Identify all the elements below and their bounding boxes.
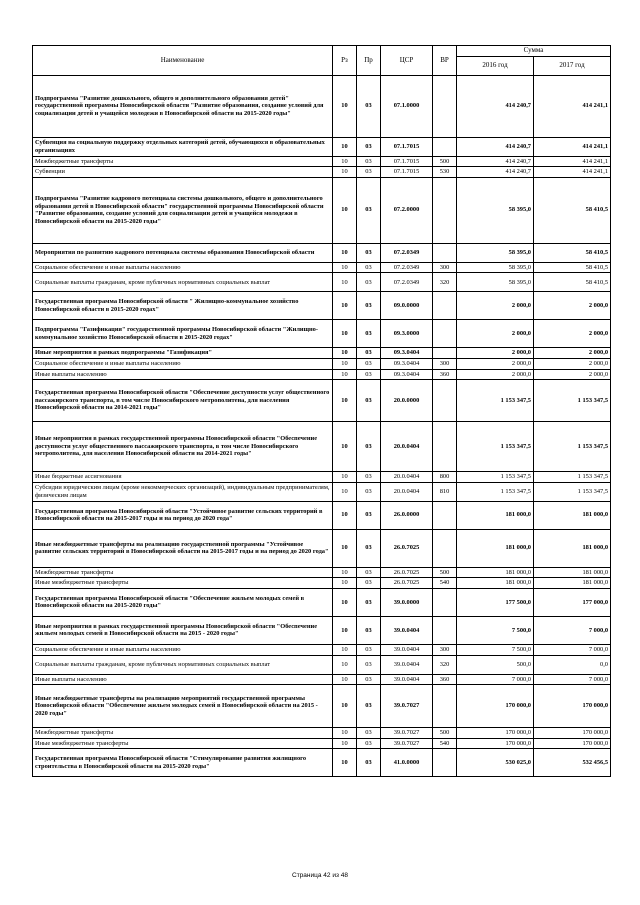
row-name: Государственная программа Новосибирской области " Жилищно-коммунальное хозяйство Новосибирской области в 2015-2020 годах"	[33, 292, 333, 320]
row-vr	[433, 348, 457, 359]
row-csr: 26.0.7025	[381, 578, 433, 589]
row-name: Иные выплаты населению	[33, 674, 333, 685]
row-amount-2017: 1 153 347,5	[534, 482, 611, 501]
row-vr: 540	[433, 578, 457, 589]
row-csr: 26.0.7025	[381, 567, 433, 578]
row-vr: 360	[433, 369, 457, 380]
row-amount-2016: 2 000,0	[457, 348, 534, 359]
row-csr: 39.0.7027	[381, 738, 433, 749]
header-csr: ЦСР	[381, 46, 433, 76]
row-vr: 800	[433, 472, 457, 483]
row-rz: 10	[333, 292, 357, 320]
row-vr	[433, 588, 457, 616]
row-amount-2016: 181 000,0	[457, 501, 534, 529]
row-pr: 03	[357, 422, 381, 472]
row-name: Иные мероприятия в рамках государственной программы Новосибирской области "Обеспечение доступности услуг общественного пассажирского транспорта, в том числе Новосибирского метрополитена, для населения Новосибирской области на 2014-2021 годы"	[33, 422, 333, 472]
row-pr: 03	[357, 482, 381, 501]
row-rz: 10	[333, 177, 357, 243]
row-pr: 03	[357, 156, 381, 167]
row-rz: 10	[333, 472, 357, 483]
row-pr: 03	[357, 529, 381, 567]
row-name: Государственная программа Новосибирской области "Устойчивое развитие сельских территорий в Новосибирской области на 2015-2017 годы и на период до 2020 года"	[33, 501, 333, 529]
row-rz: 10	[333, 243, 357, 262]
table-row	[33, 728, 611, 739]
row-amount-2017: 1 153 347,5	[534, 422, 611, 472]
table-row	[33, 380, 611, 422]
table-row	[33, 644, 611, 655]
row-csr: 20.0.0000	[381, 380, 433, 422]
row-rz: 10	[333, 482, 357, 501]
row-pr: 03	[357, 616, 381, 644]
header-rz: Рз	[333, 46, 357, 76]
row-csr: 07.2.0349	[381, 262, 433, 273]
row-amount-2017: 177 000,0	[534, 588, 611, 616]
row-amount-2016: 1 153 347,5	[457, 380, 534, 422]
row-csr: 26.0.7025	[381, 529, 433, 567]
row-vr	[433, 243, 457, 262]
row-pr: 03	[357, 369, 381, 380]
row-name: Иные межбюджетные трансферты на реализацию государственной программы "Устойчивое развитие сельских территорий в Новосибирской области на 2015-2017 годы и на период до 2020 года"	[33, 529, 333, 567]
row-rz: 10	[333, 320, 357, 348]
table-row	[33, 588, 611, 616]
row-vr	[433, 529, 457, 567]
row-pr: 03	[357, 167, 381, 178]
row-csr: 20.0.0404	[381, 422, 433, 472]
row-vr	[433, 685, 457, 728]
row-csr: 26.0.0000	[381, 501, 433, 529]
table-row	[33, 358, 611, 369]
row-rz: 10	[333, 655, 357, 674]
row-vr: 500	[433, 156, 457, 167]
row-amount-2017: 170 000,0	[534, 685, 611, 728]
table-row	[33, 616, 611, 644]
row-csr: 09.3.0404	[381, 369, 433, 380]
row-vr: 530	[433, 167, 457, 178]
table-body	[33, 75, 611, 777]
row-name: Иные межбюджетные трансферты	[33, 578, 333, 589]
row-rz: 10	[333, 262, 357, 273]
table-row	[33, 273, 611, 292]
row-rz: 10	[333, 588, 357, 616]
header-2016: 2016 год	[457, 56, 534, 75]
row-vr	[433, 501, 457, 529]
table-row	[33, 369, 611, 380]
row-rz: 10	[333, 616, 357, 644]
row-amount-2016: 2 000,0	[457, 292, 534, 320]
row-name: Межбюджетные трансферты	[33, 156, 333, 167]
row-name: Иные мероприятия в рамках государственной программы Новосибирской области "Обеспечение жильем молодых семей в Новосибирской области на 2015 - 2020 годы"	[33, 616, 333, 644]
table-row	[33, 482, 611, 501]
row-csr: 39.0.0404	[381, 655, 433, 674]
row-amount-2017: 58 410,5	[534, 177, 611, 243]
row-csr: 20.0.0404	[381, 472, 433, 483]
row-amount-2016: 414 240,7	[457, 75, 534, 137]
row-vr: 300	[433, 262, 457, 273]
table-row	[33, 137, 611, 156]
row-csr: 09.3.0000	[381, 320, 433, 348]
row-amount-2016: 7 500,0	[457, 616, 534, 644]
row-amount-2017: 1 153 347,5	[534, 472, 611, 483]
row-rz: 10	[333, 529, 357, 567]
row-name: Мероприятия по развитию кадрового потенциала системы образования Новосибирской области	[33, 243, 333, 262]
row-csr: 39.0.7027	[381, 685, 433, 728]
header-2017: 2017 год	[534, 56, 611, 75]
row-amount-2017: 414 241,1	[534, 75, 611, 137]
row-name: Иные выплаты населению	[33, 369, 333, 380]
row-vr	[433, 422, 457, 472]
row-name: Иные бюджетные ассигнования	[33, 472, 333, 483]
row-pr: 03	[357, 75, 381, 137]
table-row	[33, 655, 611, 674]
row-amount-2016: 414 240,7	[457, 137, 534, 156]
row-vr	[433, 292, 457, 320]
header-vr: ВР	[433, 46, 457, 76]
row-rz: 10	[333, 422, 357, 472]
row-amount-2017: 1 153 347,5	[534, 380, 611, 422]
row-amount-2016: 170 000,0	[457, 738, 534, 749]
row-rz: 10	[333, 273, 357, 292]
row-rz: 10	[333, 348, 357, 359]
row-amount-2017: 2 000,0	[534, 348, 611, 359]
row-pr: 03	[357, 262, 381, 273]
row-pr: 03	[357, 358, 381, 369]
row-pr: 03	[357, 320, 381, 348]
row-amount-2016: 58 395,0	[457, 273, 534, 292]
row-pr: 03	[357, 738, 381, 749]
row-rz: 10	[333, 369, 357, 380]
budget-sheet	[32, 45, 610, 777]
row-amount-2017: 532 456,5	[534, 749, 611, 777]
row-vr	[433, 177, 457, 243]
row-pr: 03	[357, 273, 381, 292]
row-name: Иные мероприятия в рамках подпрограммы "Газификация"	[33, 348, 333, 359]
row-vr	[433, 75, 457, 137]
row-vr	[433, 320, 457, 348]
row-vr	[433, 616, 457, 644]
table-row	[33, 177, 611, 243]
budget-table	[32, 45, 611, 777]
header-pr: Пр	[357, 46, 381, 76]
row-name: Государственная программа Новосибирской области "Стимулирование развития жилищного строительства в Новосибирской области на 2015-2020 годы"	[33, 749, 333, 777]
row-rz: 10	[333, 358, 357, 369]
row-name: Субвенция на социальную поддержку отдельных категорий детей, обучающихся в образовательных организациях	[33, 137, 333, 156]
table-row	[33, 348, 611, 359]
row-name: Субсидии юридическим лицам (кроме некоммерческих организаций), индивидуальным предпринимателям, физическим лицам	[33, 482, 333, 501]
row-rz: 10	[333, 644, 357, 655]
row-vr	[433, 749, 457, 777]
row-amount-2016: 170 000,0	[457, 685, 534, 728]
row-amount-2017: 170 000,0	[534, 738, 611, 749]
row-rz: 10	[333, 674, 357, 685]
row-rz: 10	[333, 749, 357, 777]
row-rz: 10	[333, 156, 357, 167]
row-amount-2017: 58 410,5	[534, 243, 611, 262]
row-pr: 03	[357, 292, 381, 320]
row-name: Социальное обеспечение и иные выплаты населению	[33, 262, 333, 273]
table-row	[33, 156, 611, 167]
row-name: Социальные выплаты гражданам, кроме публичных нормативных социальных выплат	[33, 655, 333, 674]
row-name: Межбюджетные трансферты	[33, 728, 333, 739]
row-amount-2016: 414 240,7	[457, 156, 534, 167]
row-amount-2016: 2 000,0	[457, 369, 534, 380]
row-amount-2017: 181 000,0	[534, 501, 611, 529]
row-amount-2016: 2 000,0	[457, 320, 534, 348]
header-sum: Сумма	[457, 46, 611, 57]
page-footer: Страница 42 из 48	[292, 872, 348, 879]
table-row	[33, 578, 611, 589]
row-rz: 10	[333, 380, 357, 422]
row-amount-2017: 181 000,0	[534, 578, 611, 589]
table-row	[33, 567, 611, 578]
row-name: Подпрограмма "Развитие кадрового потенциала системы дошкольного, общего и дополнительного образования детей в Новосибирской области" государственной программы Новосибирской области "Развитие образования, создание условий для социализации детей и учащейся молодежи в Новосибирской области на 2015-2020 годы"	[33, 177, 333, 243]
row-amount-2017: 0,0	[534, 655, 611, 674]
row-pr: 03	[357, 685, 381, 728]
row-amount-2017: 2 000,0	[534, 292, 611, 320]
row-csr: 07.2.0349	[381, 273, 433, 292]
row-amount-2016: 181 000,0	[457, 567, 534, 578]
row-vr: 500	[433, 567, 457, 578]
row-amount-2017: 181 000,0	[534, 529, 611, 567]
row-rz: 10	[333, 567, 357, 578]
row-csr: 07.1.0000	[381, 75, 433, 137]
row-name: Межбюджетные трансферты	[33, 567, 333, 578]
row-vr	[433, 137, 457, 156]
table-row	[33, 501, 611, 529]
row-vr	[433, 380, 457, 422]
row-name: Социальные выплаты гражданам, кроме публичных нормативных социальных выплат	[33, 273, 333, 292]
row-amount-2017: 7 000,0	[534, 674, 611, 685]
row-amount-2016: 1 153 347,5	[457, 472, 534, 483]
row-amount-2017: 414 241,1	[534, 156, 611, 167]
row-amount-2016: 181 000,0	[457, 529, 534, 567]
table-row	[33, 262, 611, 273]
row-vr: 320	[433, 273, 457, 292]
row-name: Государственная программа Новосибирской области "Обеспечение жильем молодых семей в Новосибирской области на 2015-2020 годы"	[33, 588, 333, 616]
row-amount-2016: 170 000,0	[457, 728, 534, 739]
row-name: Субвенции	[33, 167, 333, 178]
row-pr: 03	[357, 348, 381, 359]
row-amount-2016: 1 153 347,5	[457, 482, 534, 501]
table-row	[33, 529, 611, 567]
row-pr: 03	[357, 501, 381, 529]
row-rz: 10	[333, 501, 357, 529]
row-pr: 03	[357, 177, 381, 243]
row-pr: 03	[357, 588, 381, 616]
row-amount-2017: 7 000,0	[534, 644, 611, 655]
row-amount-2017: 414 241,1	[534, 137, 611, 156]
row-amount-2016: 2 000,0	[457, 358, 534, 369]
row-csr: 39.0.0000	[381, 588, 433, 616]
row-vr: 320	[433, 655, 457, 674]
row-csr: 07.1.7015	[381, 156, 433, 167]
row-amount-2017: 414 241,1	[534, 167, 611, 178]
row-rz: 10	[333, 137, 357, 156]
row-rz: 10	[333, 685, 357, 728]
row-amount-2016: 500,0	[457, 655, 534, 674]
row-rz: 10	[333, 578, 357, 589]
row-amount-2017: 2 000,0	[534, 358, 611, 369]
row-name: Иные межбюджетные трансферты	[33, 738, 333, 749]
row-amount-2017: 7 000,0	[534, 616, 611, 644]
row-rz: 10	[333, 167, 357, 178]
table-row	[33, 75, 611, 137]
row-csr: 39.0.0404	[381, 616, 433, 644]
row-vr: 540	[433, 738, 457, 749]
row-name: Государственная программа Новосибирской области "Обеспечение доступности услуг общественного пассажирского транспорта, в том числе Новосибирского метрополитена, для населения Новосибирской области на 2014-2021 годы"	[33, 380, 333, 422]
row-csr: 20.0.0404	[381, 482, 433, 501]
row-amount-2016: 177 500,0	[457, 588, 534, 616]
row-amount-2016: 58 395,0	[457, 243, 534, 262]
row-csr: 41.0.0000	[381, 749, 433, 777]
row-amount-2016: 58 395,0	[457, 262, 534, 273]
row-csr: 07.1.7015	[381, 167, 433, 178]
row-pr: 03	[357, 644, 381, 655]
row-rz: 10	[333, 738, 357, 749]
row-pr: 03	[357, 472, 381, 483]
row-csr: 09.3.0404	[381, 348, 433, 359]
row-name: Социальное обеспечение и иные выплаты населению	[33, 644, 333, 655]
row-pr: 03	[357, 567, 381, 578]
table-row	[33, 320, 611, 348]
table-header	[33, 46, 611, 76]
row-amount-2016: 7 000,0	[457, 674, 534, 685]
row-name: Иные межбюджетные трансферты на реализацию мероприятий государственной программы Новосибирской области "Обеспечение жильем молодых семей в Новосибирской области на 2015 - 2020 годы"	[33, 685, 333, 728]
row-amount-2017: 181 000,0	[534, 567, 611, 578]
row-pr: 03	[357, 674, 381, 685]
row-csr: 09.0.0000	[381, 292, 433, 320]
row-pr: 03	[357, 749, 381, 777]
row-csr: 07.1.7015	[381, 137, 433, 156]
row-amount-2016: 58 395,0	[457, 177, 534, 243]
row-rz: 10	[333, 75, 357, 137]
row-csr: 09.3.0404	[381, 358, 433, 369]
row-amount-2017: 58 410,5	[534, 273, 611, 292]
row-pr: 03	[357, 380, 381, 422]
row-amount-2016: 181 000,0	[457, 578, 534, 589]
row-vr: 500	[433, 728, 457, 739]
row-amount-2016: 7 500,0	[457, 644, 534, 655]
table-row	[33, 422, 611, 472]
row-name: Подпрограмма "Газификация" государственной программы Новосибирской области "Жилищно-коммунальное хозяйство Новосибирской области в 2015-2020 годах"	[33, 320, 333, 348]
row-pr: 03	[357, 578, 381, 589]
row-name: Подпрограмма "Развитие дошкольного, общего и дополнительного образования детей" государственной программы Новосибирской области "Развитие образования, создание условий для социализации детей и учащейся молодежи в Новосибирской области на 2015-2020 годы"	[33, 75, 333, 137]
row-pr: 03	[357, 728, 381, 739]
header-name: Наименование	[33, 46, 333, 76]
row-pr: 03	[357, 655, 381, 674]
row-pr: 03	[357, 243, 381, 262]
table-row	[33, 292, 611, 320]
table-row	[33, 472, 611, 483]
row-name: Социальное обеспечение и иные выплаты населению	[33, 358, 333, 369]
row-vr: 810	[433, 482, 457, 501]
row-amount-2017: 58 410,5	[534, 262, 611, 273]
row-csr: 07.2.0000	[381, 177, 433, 243]
row-rz: 10	[333, 728, 357, 739]
row-vr: 300	[433, 358, 457, 369]
row-amount-2017: 2 000,0	[534, 369, 611, 380]
row-amount-2016: 530 025,0	[457, 749, 534, 777]
row-amount-2017: 2 000,0	[534, 320, 611, 348]
row-amount-2016: 414 240,7	[457, 167, 534, 178]
table-row	[33, 674, 611, 685]
row-vr: 300	[433, 644, 457, 655]
table-row	[33, 167, 611, 178]
row-csr: 07.2.0349	[381, 243, 433, 262]
row-csr: 39.0.0404	[381, 674, 433, 685]
table-row	[33, 738, 611, 749]
row-vr: 360	[433, 674, 457, 685]
row-csr: 39.0.7027	[381, 728, 433, 739]
table-row	[33, 243, 611, 262]
row-pr: 03	[357, 137, 381, 156]
row-csr: 39.0.0404	[381, 644, 433, 655]
table-row	[33, 685, 611, 728]
table-row	[33, 749, 611, 777]
row-amount-2016: 1 153 347,5	[457, 422, 534, 472]
row-amount-2017: 170 000,0	[534, 728, 611, 739]
